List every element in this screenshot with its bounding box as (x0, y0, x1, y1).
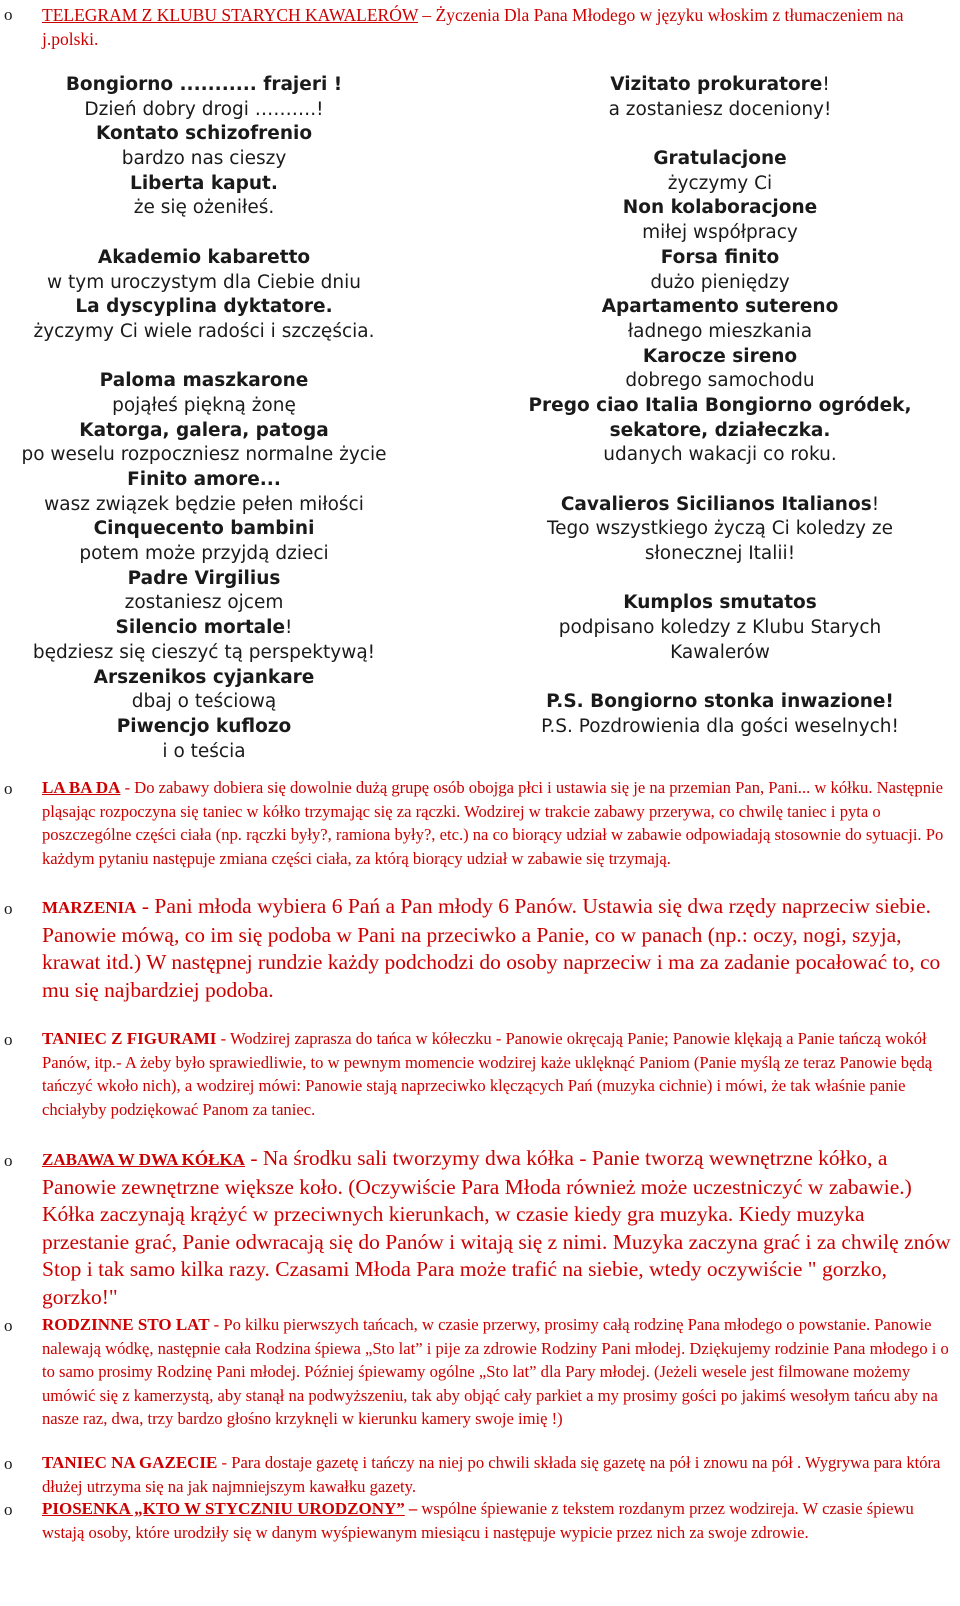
poem-left-line-text: po weselu rozpoczniesz normalne życie (21, 444, 387, 466)
poem-left-line-text: Cinquecento bambini (93, 518, 315, 540)
poem-left-line (0, 493, 408, 518)
poem-right-line-text: P.S. Bongiorno stonka inwazione! (546, 691, 894, 713)
poem-right-line-text: dużo pieniędzy (650, 271, 790, 293)
game-item (42, 1313, 954, 1431)
poem-right-line (480, 172, 960, 197)
game-description: - Do zabawy dobiera się dowolnie dużą grupę osób obojga płci i ustawia się je na przemian Pan, Pani... w kółku. Następnie pląsając rozpoczyna się taniec w kółko trzymając się za rączki. Wodzirej w trakcie zabawy przerywa, co chwilę taniec i pyta o poszczególne części ciała (np. rączki były?, ramiona były?, etc.) na co biorący udział w zabawie odpowiadają stosownie do sytuacji. Po każdym pytaniu następuje zmiana części ciała, za którą biorący udział w zabawie się trzymają. (42, 778, 944, 868)
poem-right-line (480, 98, 960, 123)
game-item (42, 1027, 954, 1121)
poem-right-line (480, 542, 960, 567)
bullet: o (4, 899, 13, 918)
poem-right-line (480, 369, 960, 394)
poem-right-line (480, 468, 960, 493)
poem-right-line (480, 616, 960, 641)
poem-right-line-text: Gratulacjone (653, 148, 787, 170)
poem-left-line (0, 98, 408, 123)
game-description: - Wodzirej zaprasza do tańca w kółeczku - Panowie okręcają Panie; Panowie klękają a Panie tańczą wokół Panów, itp.- A żeby było sprawiedliwie, to w pewnym momencie wodzirej każe uklęknąć Paniom (Panie myślą ze teraz Panowie będą tańczyć wkoło nich), a wodzirej mówi: Panowie stają naprzeciwko klęczących Pań (muzyka cichnie) i mówi, że tak właśnie panie chciałyby podziękować Panom za taniec. (42, 1029, 933, 1119)
poem-right-line-text: Forsa finito (660, 246, 780, 268)
poem-right-line-text: Karocze sireno (642, 345, 798, 367)
poem-left-line-text: Piwencjo kuflozo (116, 715, 292, 737)
poem-right-column (480, 73, 960, 740)
poem-left-line (0, 320, 408, 345)
poem-right-line (480, 443, 960, 468)
bullet: o (4, 1030, 13, 1049)
poem-left-line (0, 641, 408, 666)
poem-left-line (0, 443, 408, 468)
poem-left-line-text: wasz związek będzie pełen miłości (44, 493, 364, 515)
poem-left-line (0, 567, 408, 592)
poem-left-line-text: i o teścia (162, 740, 246, 762)
poem-left-line-text: Padre Virgilius (127, 567, 281, 589)
bullet: o (4, 1151, 13, 1170)
poem-right-line-text: a zostaniesz doceniony! (608, 98, 832, 120)
poem-right-line-text: ładnego mieszkania (627, 320, 813, 342)
game-title: MARZENIA (42, 898, 137, 917)
game-description: wspólne śpiewanie z tekstem rozdanym przez wodzireja. W czasie śpiewu wstają osoby, które urodziły się w danym wyśpiewanym miesiącu i następuje wypicie przez nich za swoje zdrowie. (42, 1499, 914, 1542)
poem-left-line (0, 196, 408, 221)
poem-right-line (480, 591, 960, 616)
poem-right-line-text: Non kolaboracjone (622, 197, 818, 219)
game-title[interactable]: PIOSENKA „KTO W STYCZNIU URODZONY” (42, 1499, 405, 1518)
poem-left-line (0, 345, 408, 370)
poem-left-line (0, 666, 408, 691)
poem-left-line-text: dbaj o teściową (131, 691, 277, 713)
poem-left-line (0, 715, 408, 740)
game-title[interactable]: ZABAWA W DWA KÓŁKA (42, 1150, 245, 1169)
poem-left-line-text: będziesz się cieszyć tą perspektywą! (32, 641, 376, 663)
poem-left-line (0, 468, 408, 493)
poem-right-line-text: Vizitato prokuratore (610, 74, 823, 95)
poem-right-line (480, 147, 960, 172)
poem-left-line-text: Katorga, galera, patoga (79, 419, 329, 441)
poem-left-line-text: że się ożeniłeś. (133, 197, 275, 219)
poem-right-line (480, 567, 960, 592)
poem-left-line-text: zostaniesz ojcem (124, 592, 284, 614)
bullet: o (4, 1454, 13, 1473)
poem-right-line-suffix: ! (822, 74, 830, 95)
poem-right-line-suffix: ! (871, 493, 880, 515)
poem-right-line (480, 271, 960, 296)
poem-left-line (0, 690, 408, 715)
poem-left-line-text: Paloma maszkarone (99, 370, 309, 392)
poem-right-line-text: udanych wakacji co roku. (603, 444, 837, 466)
poem-right-line (480, 394, 960, 419)
poem-right-line (480, 690, 960, 715)
game-item (42, 1451, 954, 1498)
poem-left-line (0, 221, 408, 246)
poem-left-line-text: Kontato schizofrenio (95, 123, 313, 145)
intro-text: – Życzenia Dla Pana Młodego w języku włoskim z tłumaczeniem na j.polski. (42, 5, 904, 49)
telegram-title-link[interactable]: TELEGRAM Z KLUBU STARYCH KAWALERÓW (42, 5, 419, 25)
poem-left-line-text: Akademio kabaretto (97, 246, 311, 268)
poem-left-line (0, 271, 408, 296)
bullet: o (4, 779, 13, 798)
poem-right-line-text: Apartamento sutereno (601, 296, 839, 318)
poem-right-line-text: podpisano koledzy z Klubu Starych (558, 617, 882, 639)
poem-left-line-suffix: ! (285, 617, 293, 639)
poem-right-line (480, 493, 960, 518)
poem-right-line-text: Tego wszystkiego życzą Ci koledzy ze (547, 518, 893, 540)
game-description: - Para dostaje gazetę i tańczy na niej po chwili składa się gazetę na pół i znowu na pół . Wygrywa para która dłużej utrzyma się na jak najmniejszym kawałku gazety. (42, 1453, 941, 1496)
poem-left-line-text: pojąłeś piękną żonę (112, 394, 296, 416)
poem-right-line (480, 666, 960, 691)
poem-left-line (0, 147, 408, 172)
game-title[interactable]: LA BA DA (42, 778, 121, 797)
poem-left-line (0, 542, 408, 567)
game-item (42, 1497, 954, 1544)
poem-right-line (480, 122, 960, 147)
poem-right-line-text: Cavalieros Sicilianos Italianos (560, 493, 872, 515)
poem-right-line-text: sekatore, działeczka. (609, 419, 831, 441)
poem-left-line (0, 394, 408, 419)
poem-left-line (0, 616, 408, 641)
poem-right-line-text: życzymy Ci (667, 172, 773, 194)
poem-left-line (0, 295, 408, 320)
poem-left-line (0, 122, 408, 147)
poem-left-line-text: Liberta kaput. (130, 172, 278, 194)
poem-right-line (480, 221, 960, 246)
poem-left-line (0, 740, 408, 765)
game-title: TANIEC Z FIGURAMI (42, 1029, 217, 1048)
poem-left-line (0, 419, 408, 444)
poem-right-line (480, 715, 960, 740)
game-dash: – (404, 1499, 422, 1518)
poem-right-line (480, 295, 960, 320)
poem-left-line (0, 591, 408, 616)
poem-right-line (480, 641, 960, 666)
poem-right-line (480, 345, 960, 370)
poem-left-line (0, 172, 408, 197)
poem-left-line-text: Dzień dobry drogi ……….! (84, 98, 324, 120)
poem-left-line (0, 73, 408, 98)
poem-right-line (480, 196, 960, 221)
game-description: - Pani młoda wybiera 6 Pań a Pan młody 6 Panów. Ustawia się dwa rzędy naprzeciw siebie. Panowie mówą, co im się podoba w Pani na przeciwko a Panie, co w panach (np.: oczy, nogi, szyja, krawat itd.) W następnej rundzie każdy podchodzi do osoby naprzeciw i ma za zadanie pocałować to, co mu się najbardziej podoba. (42, 894, 941, 1002)
poem-left-column (0, 73, 408, 764)
poem-right-line (480, 320, 960, 345)
poem-right-line-text: Kawalerów (670, 641, 770, 663)
poem-right-line-text: dobrego samochodu (625, 370, 815, 392)
poem-right-line (480, 246, 960, 271)
poem-left-line-text: życzymy Ci wiele radości i szczęścia. (33, 320, 375, 342)
intro-paragraph (42, 3, 954, 51)
poem-left-line-text: bardzo nas cieszy (121, 148, 287, 170)
game-description: - Na środku sali tworzymy dwa kółka - Panie tworzą wewnętrzne kółko, a Panowie zewnętrzne większe koło. (Oczywiście Para Młoda również może uczestniczyć w zabawie.) Kółka zaczynają krążyć w przeciwnych kierunkach, w czasie kiedy gra muzyka. Kiedy muzyka przestanie grać, Panie odwracają się do Panów i witają się z nimi. Muzyka zaczyna grać i za chwilę znów Stop i tak samo kilka razy. Czasami Młoda Para może trafić na siebie, wtedy oczywiście " gorzko, gorzko!" (42, 1146, 951, 1309)
poem-left-line (0, 369, 408, 394)
game-item (42, 776, 954, 870)
poem-left-line-text: w tym uroczystym dla Ciebie dniu (47, 271, 361, 293)
poem-right-line-text: miłej współpracy (642, 222, 798, 244)
poem-left-line-text: Bongiorno ........... frajeri ! (65, 74, 343, 95)
bullet: o (4, 1316, 13, 1335)
poem-right-line-text: Kumplos smutatos (623, 592, 817, 614)
game-item (42, 893, 954, 1004)
bullet: o (4, 1500, 13, 1519)
poem-left-line (0, 246, 408, 271)
poem-left-line-text: potem może przyjdą dzieci (79, 543, 329, 565)
poem-right-line-text: P.S. Pozdrowienia dla gości weselnych! (541, 715, 899, 737)
poem-right-line (480, 419, 960, 444)
game-description: - Po kilku pierwszych tańcach, w czasie przerwy, prosimy całą rodzinę Pana młodego o powstanie. Panowie nalewają wódkę, następnie cała Rodzina śpiewa „Sto lat” i pije za zdrowie Rodziny Pani młodej. Dziękujemy rodzinie Pana młodego i o to samo prosimy Rodzinę Pani młodej. Później śpiewamy ogólne „Sto lat” dla Pary młodej. (Jeżeli wesele jest filmowane możemy umówić się z kamerzystą, aby stanął na podwyższeniu, tak aby objąć cały parkiet a my prosimy gości po jakimś wesołym tańcu aby na nasze raz, dwa, trzy bardzo głośno krzyknęli w kierunku kamery swoje imię !) (42, 1315, 949, 1428)
poem-left-line (0, 517, 408, 542)
game-title: RODZINNE STO LAT (42, 1315, 210, 1334)
game-item (42, 1145, 954, 1311)
poem-left-line-text: Silencio mortale (115, 617, 286, 639)
bullet: o (4, 5, 13, 24)
poem-left-line-text: La dyscyplina dyktatore. (75, 296, 333, 318)
poem-right-line (480, 517, 960, 542)
poem-right-line (480, 73, 960, 98)
game-title: TANIEC NA GAZECIE (42, 1453, 218, 1472)
poem-right-line-text: Prego ciao Italia Bongiorno ogródek, (528, 394, 912, 416)
poem-left-line-text: Arszenikos cyjankare (93, 666, 315, 688)
poem-right-line-text: słonecznej Italii! (644, 543, 796, 565)
poem-left-line-text: Finito amore... (127, 469, 281, 490)
